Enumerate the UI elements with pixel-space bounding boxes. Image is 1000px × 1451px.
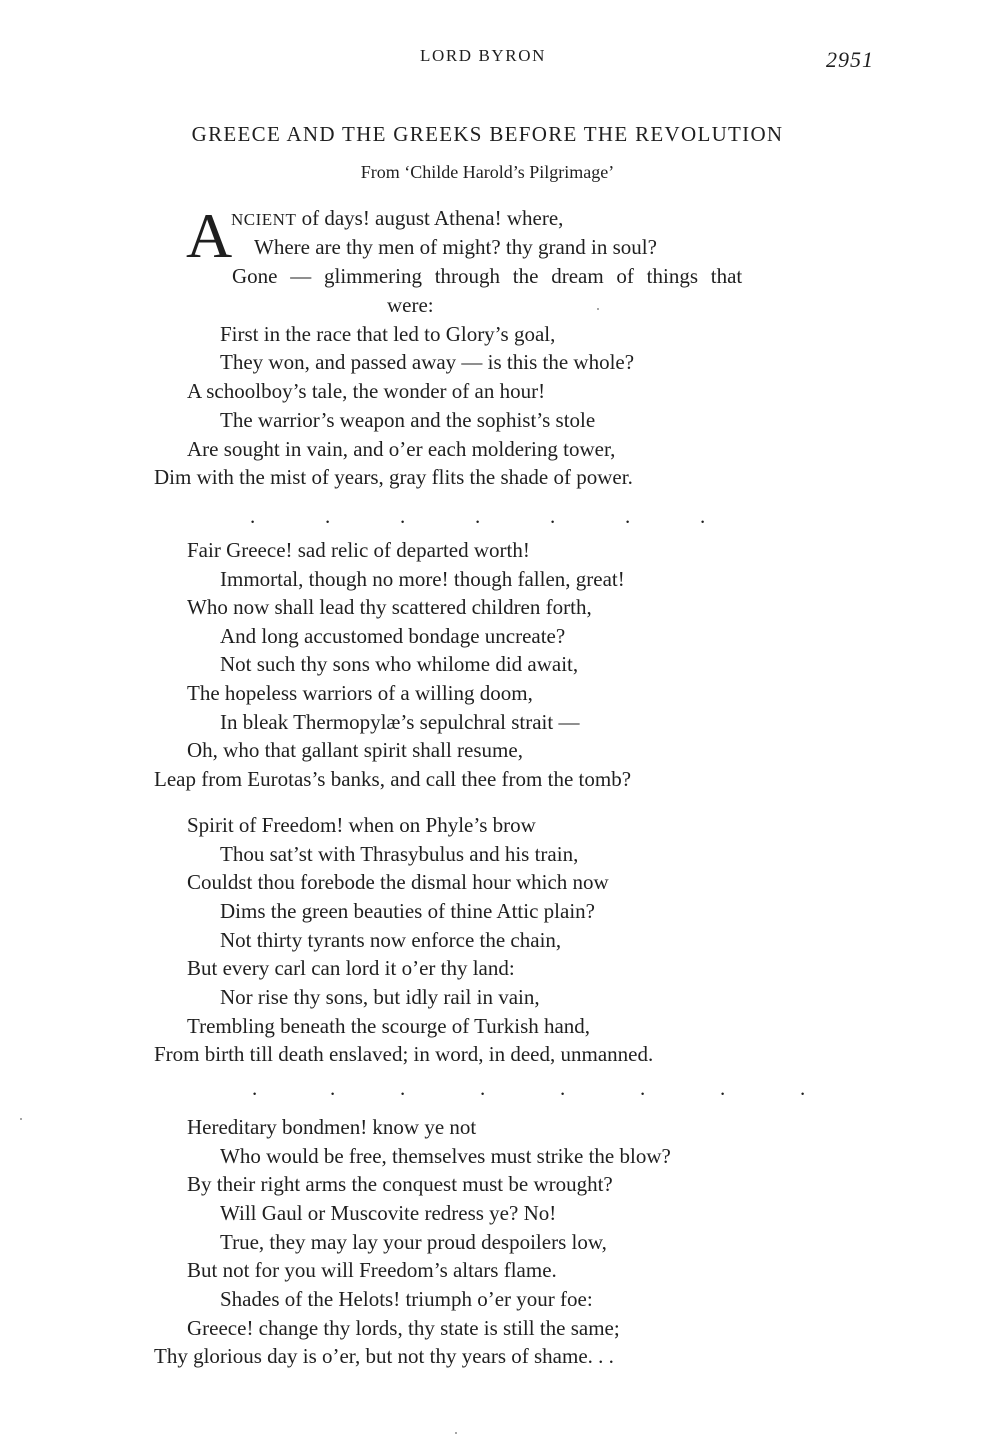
poem-line: Hereditary bondmen! know ye not [187,1115,477,1139]
poem-line: Thou sat’st with Thrasybulus and his train, [220,842,579,866]
poem-line: Who would be free, themselves must strike the blow? [220,1144,671,1168]
ellipsis-dot: . [480,1076,486,1100]
poem-line: Not such thy sons who whilome did await, [220,652,579,676]
poem-line: The hopeless warriors of a willing doom, [187,681,533,705]
ellipsis-dot: . [400,504,406,528]
ellipsis-dot: . [475,504,481,528]
poem-line: Are sought in vain, and o’er each moldering tower, [187,437,616,461]
scan-speck [455,1432,457,1434]
scan-speck [597,308,599,310]
ellipsis-dot: . [330,1076,336,1100]
poem-line: Not thirty tyrants now enforce the chain, [220,928,562,952]
poem-line: Where are thy men of might? thy grand in soul? [254,235,657,259]
drop-cap: A [186,200,233,271]
first-word-small-caps: NCIENT [231,210,297,229]
poem-line [231,204,563,234]
poem-line: First in the race that led to Glory’s goal, [220,322,556,346]
poem-line: Fair Greece! sad relic of departed worth! [187,538,530,562]
poem-line: From birth till death enslaved; in word, in deed, unmanned. [154,1042,654,1066]
poem-line: Shades of the Helots! triumph o’er your foe: [220,1287,593,1311]
poem-line: And long accustomed bondage uncreate? [220,624,566,648]
ellipsis-dot: . [700,504,706,528]
poem-line: True, they may lay your proud despoilers low, [220,1230,607,1254]
ellipsis-dot: . [325,504,331,528]
poem-line: By their right arms the conquest must be wrought? [187,1172,613,1196]
poem-line: Leap from Eurotas’s banks, and call thee from the tomb? [154,767,632,791]
poem-title: GREECE AND THE GREEKS BEFORE THE REVOLUTION [191,122,784,146]
poem-line: Immortal, though no more! though fallen, great! [220,567,625,591]
poem-line: But every carl can lord it o’er thy land: [187,956,515,980]
poem-line: The warrior’s weapon and the sophist’s stole [220,408,596,432]
scan-speck [20,1118,22,1120]
ellipsis-dot: . [550,504,556,528]
ellipsis-dot: . [400,1076,406,1100]
page-number: 2951 [826,47,874,72]
running-head: LORD BYRON [419,46,547,65]
poem-line: Trembling beneath the scourge of Turkish hand, [187,1014,591,1038]
ellipsis-dot: . [800,1076,806,1100]
poem-line-text: of days! august Athena! where, [296,206,564,230]
ellipsis-row [0,502,1000,530]
poem-line: In bleak Thermopylæ’s sepulchral strait — [220,710,580,734]
ellipsis-dot: . [640,1076,646,1100]
poem-line: Gone — glimmering through the dream of things that [232,264,743,288]
poem-line: But not for you will Freedom’s altars flame. [187,1258,557,1282]
ellipsis-dot: . [560,1076,566,1100]
poem-line: Dim with the mist of years, gray flits the shade of power. [154,465,633,489]
poem-line: Who now shall lead thy scattered children forth, [187,595,592,619]
ellipsis-dot: . [720,1076,726,1100]
poem-line: Dims the green beauties of thine Attic plain? [220,899,595,923]
poem-line: Couldst thou forebode the dismal hour which now [187,870,609,894]
poem-line: Greece! change thy lords, thy state is still the same; [187,1316,620,1340]
ellipsis-dot: . [250,504,256,528]
poem-line: Spirit of Freedom! when on Phyle’s brow [187,813,536,837]
poem-line: Thy glorious day is o’er, but not thy years of shame. . . [154,1344,614,1368]
ellipsis-dot: . [252,1076,258,1100]
poem-source: From ‘Childe Harold’s Pilgrimage’ [360,162,615,182]
poem-line: Will Gaul or Muscovite redress ye? No! [220,1201,557,1225]
ellipsis-row [0,1074,1000,1102]
poem-line: were: [387,293,434,317]
poem-line: Nor rise thy sons, but idly rail in vain, [220,985,540,1009]
poem-line: Oh, who that gallant spirit shall resume, [187,738,523,762]
poem-line: A schoolboy’s tale, the wonder of an hour! [187,379,546,403]
poem-line: They won, and passed away — is this the whole? [220,350,635,374]
ellipsis-dot: . [625,504,631,528]
